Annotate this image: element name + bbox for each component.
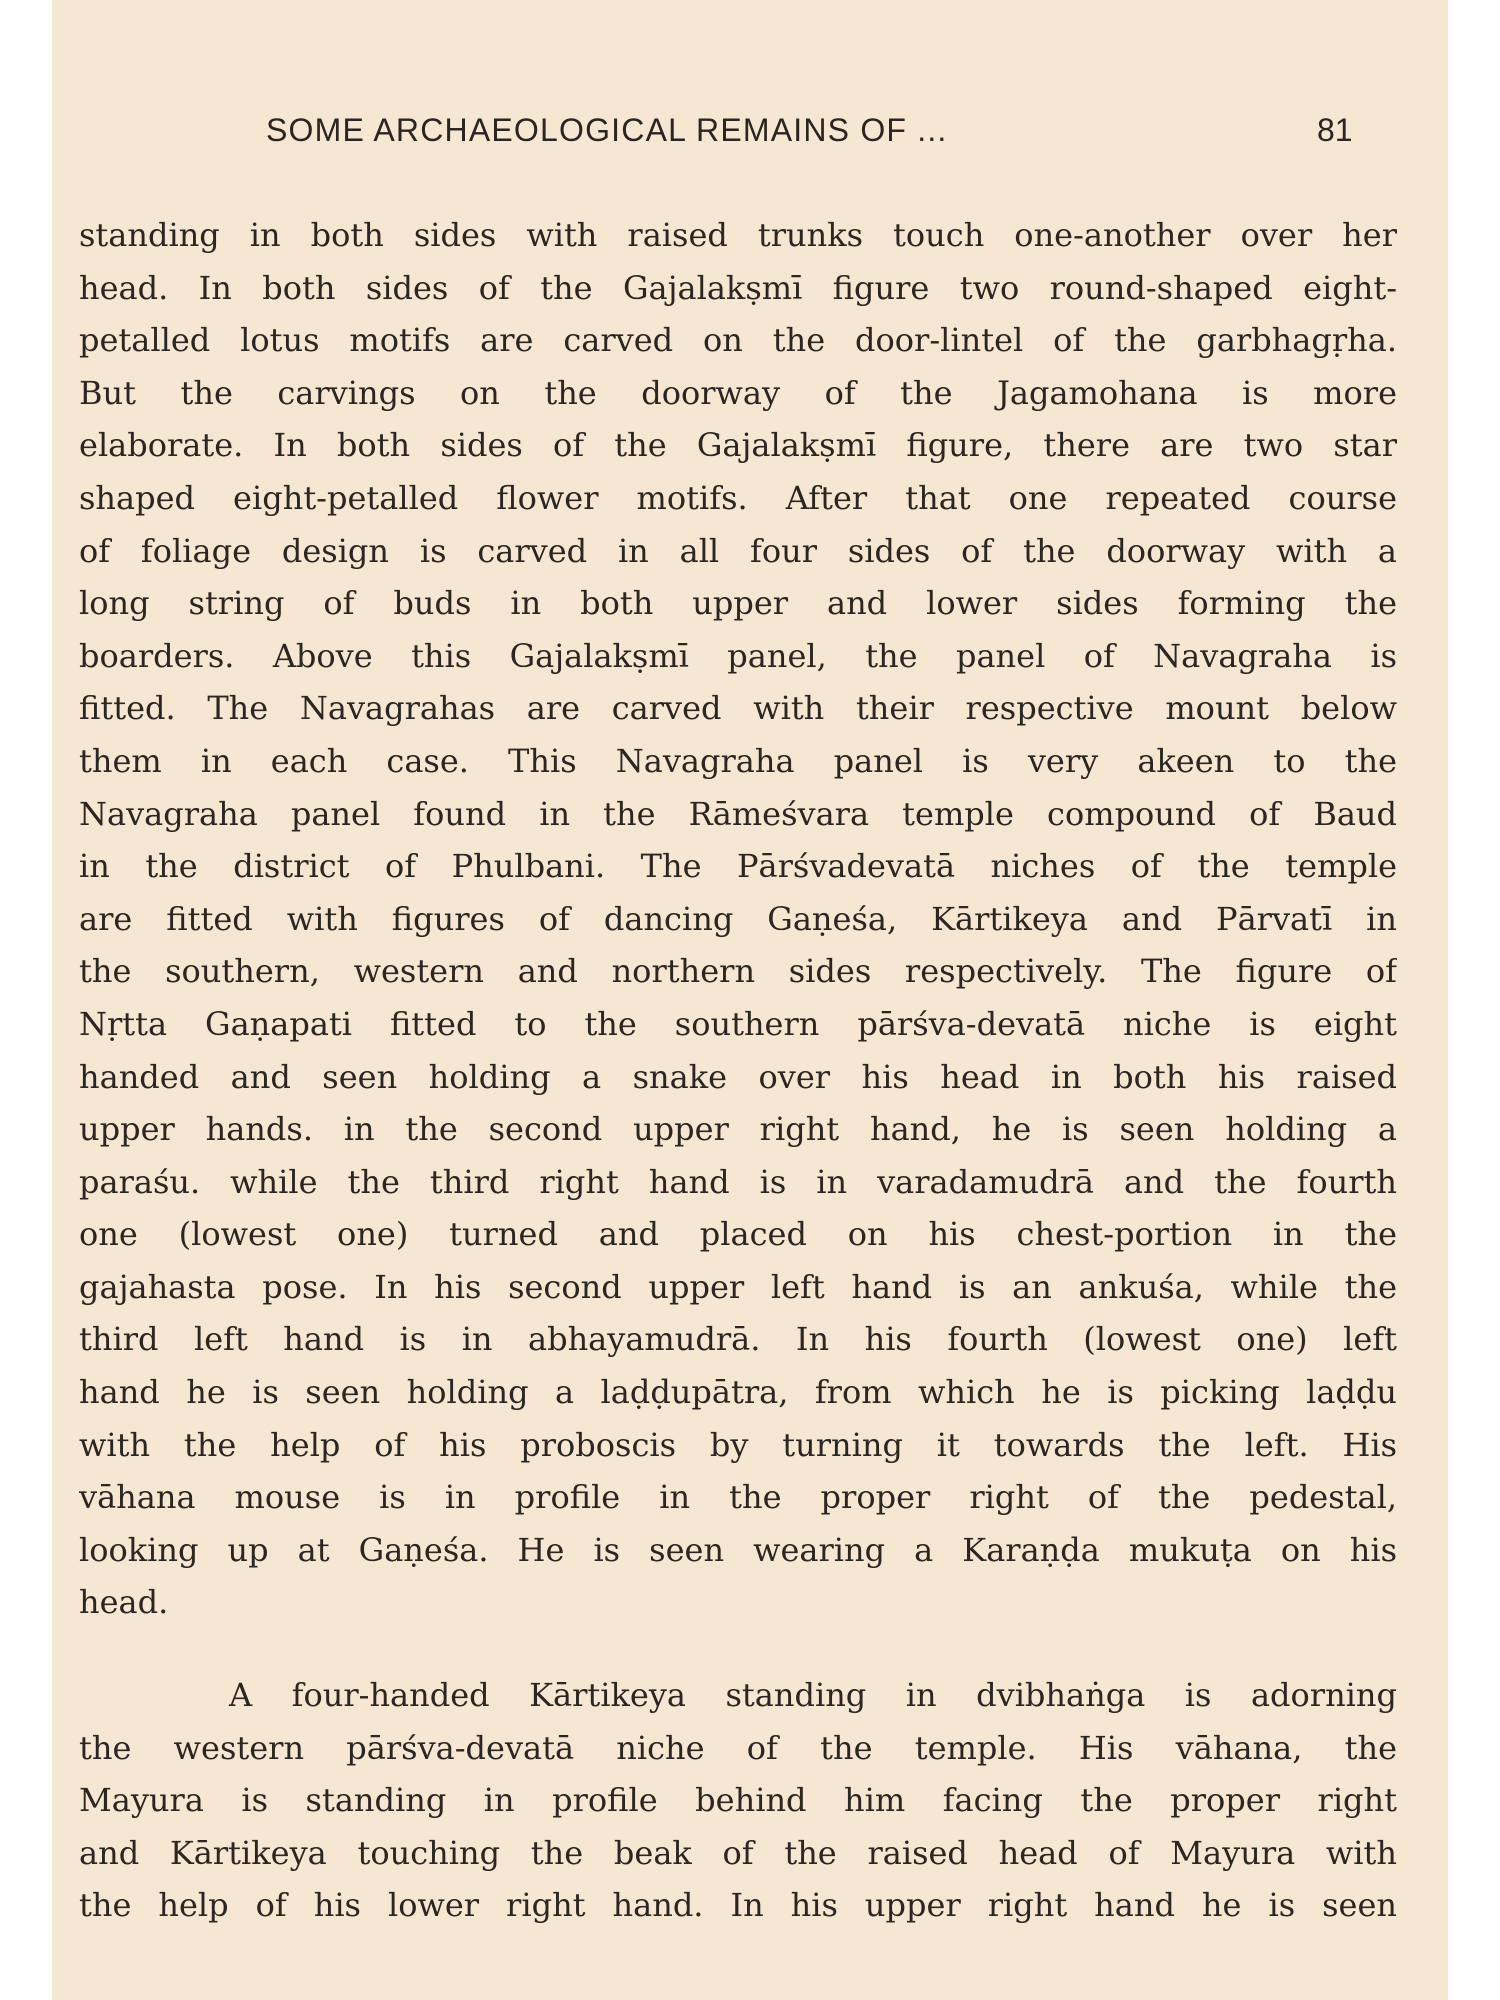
- text-line: and Kārtikeya touching the beak of the raised head of Mayura with: [79, 1833, 1397, 1872]
- running-title: SOME ARCHAEOLOGICAL REMAINS OF ...: [266, 112, 948, 148]
- text-line: head. In both sides of the Gajalakṣmī figure two round-shaped eight-: [79, 268, 1397, 307]
- text-line: petalled lotus motifs are carved on the door-lintel of the garbhagṛha.: [79, 321, 1397, 360]
- text-line: are fitted with figures of dancing Gaṇeśa, Kārtikeya and Pārvatī in: [79, 899, 1397, 938]
- text-line: paraśu. while the third right hand is in varadamudrā and the fourth: [79, 1162, 1397, 1201]
- paragraph-gap: [79, 1629, 1397, 1669]
- text-line: third left hand is in abhayamudrā. In his fourth (lowest one) left: [79, 1320, 1397, 1359]
- text-line: one (lowest one) turned and placed on his chest-portion in the: [79, 1215, 1397, 1254]
- text-line: shaped eight-petalled flower motifs. After that one repeated course: [79, 478, 1397, 517]
- text-line: Mayura is standing in profile behind him facing the proper right: [79, 1781, 1397, 1820]
- text-line: of foliage design is carved in all four sides of the doorway with a: [79, 531, 1397, 570]
- text-line: standing in both sides with raised trunks touch one-another over her: [79, 216, 1397, 254]
- paragraph-2: [79, 1669, 1397, 1932]
- text-line: them in each case. This Navagraha panel is very akeen to the: [79, 741, 1397, 780]
- text-line: looking up at Gaṇeśa. He is seen wearing a Karaṇḍa mukuṭa on his: [79, 1530, 1397, 1569]
- text-line: A four-handed Kārtikeya standing in dvibhaṅga is adorning: [229, 1676, 1397, 1715]
- text-line: the western pārśva-devatā niche of the temple. His vāhana, the: [79, 1728, 1397, 1767]
- text-line: handed and seen holding a snake over his head in both his raised: [79, 1057, 1397, 1096]
- text-line: long string of buds in both upper and lower sides forming the: [79, 584, 1397, 623]
- text-line: elaborate. In both sides of the Gajalakṣmī figure, there are two star: [79, 426, 1397, 465]
- body-text: [79, 209, 1397, 1932]
- text-line: hand he is seen holding a laḍḍupātra, from which he is picking laḍḍu: [79, 1373, 1397, 1412]
- text-line: the southern, western and northern sides respectively. The figure of: [79, 952, 1397, 991]
- text-line: in the district of Phulbani. The Pārśvadevatā niches of the temple: [79, 847, 1397, 886]
- text-line: Nṛtta Gaṇapati fitted to the southern pārśva-devatā niche is eight: [79, 1004, 1397, 1043]
- text-line: with the help of his proboscis by turning it towards the left. His: [79, 1425, 1397, 1464]
- text-line: gajahasta pose. In his second upper left hand is an ankuśa, while the: [79, 1267, 1397, 1306]
- page-number: 81: [1317, 112, 1353, 148]
- page-header: [52, 112, 1448, 162]
- book-page: [52, 0, 1448, 2000]
- text-line: Navagraha panel found in the Rāmeśvara temple compound of Baud: [79, 794, 1397, 833]
- text-line: fitted. The Navagrahas are carved with their respective mount below: [79, 689, 1397, 728]
- text-line: vāhana mouse is in profile in the proper right of the pedestal,: [79, 1478, 1397, 1517]
- text-line: the help of his lower right hand. In his upper right hand he is seen: [79, 1886, 1397, 1925]
- text-line: boarders. Above this Gajalakṣmī panel, the panel of Navagraha is: [79, 636, 1397, 675]
- paragraph-1: [79, 209, 1397, 1629]
- text-line: upper hands. in the second upper right hand, he is seen holding a: [79, 1110, 1397, 1149]
- text-line: head.: [79, 1583, 169, 1622]
- text-line: But the carvings on the doorway of the Jagamohana is more: [79, 373, 1397, 412]
